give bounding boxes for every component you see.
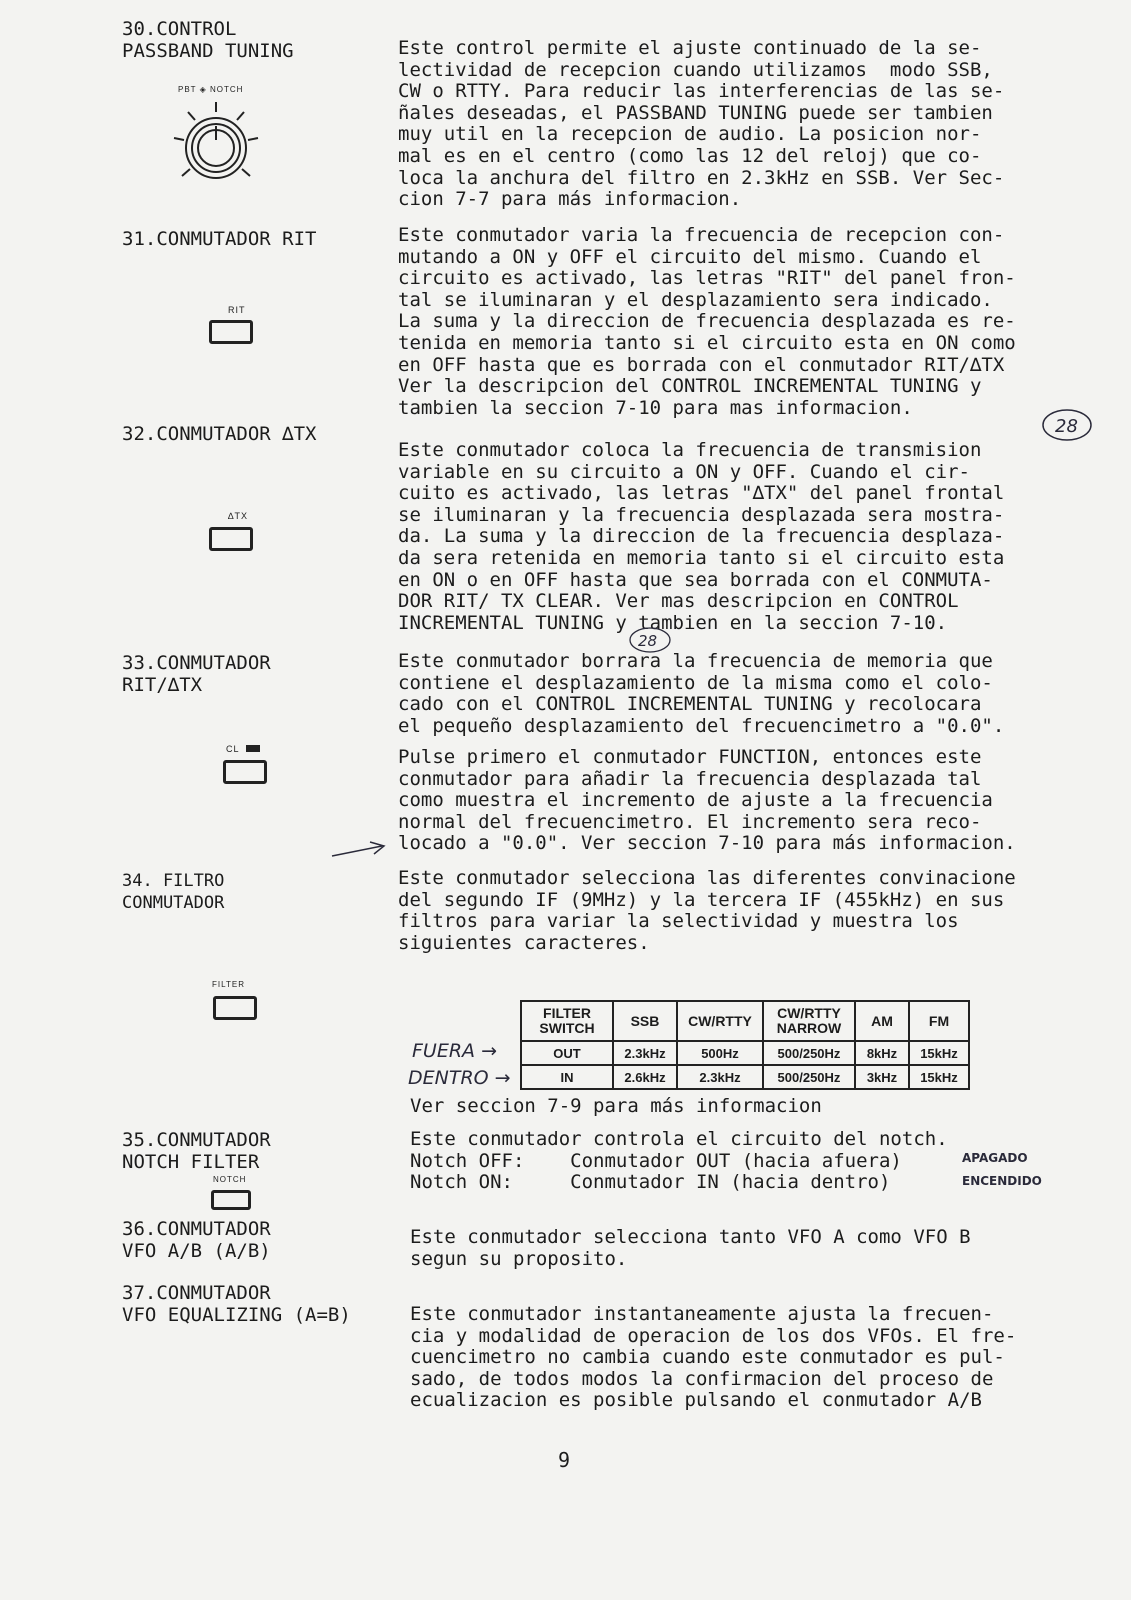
text-line: Este conmutador selecciona las diferentes convinacione	[398, 867, 1016, 889]
text-line: cion 7-7 para más informacion.	[398, 188, 742, 211]
handwritten-fuera: FUERA →	[412, 1040, 497, 1062]
text-line: se iluminaran y la frecuencia desplazada sera mostra-	[398, 503, 1005, 526]
text-line: mal es en el centro (como las 12 del reloj) que co-	[398, 144, 982, 167]
table-header: SSB	[613, 1001, 677, 1041]
table-header: FILTER SWITCH	[521, 1001, 613, 1041]
filter-table-header-row	[521, 1001, 969, 1041]
text-line: DOR RIT/ TX CLEAR. Ver mas descripcion en CONTROL	[398, 590, 959, 613]
cl-label: CL	[226, 744, 240, 754]
table-header: FM	[909, 1001, 969, 1041]
section-37-text	[410, 1304, 1016, 1412]
table-cell: 15kHz	[909, 1041, 969, 1065]
text-line: mutando a ON y OFF el circuito del mismo. Cuando el	[398, 245, 982, 268]
text-line: del segundo IF (9MHz) y la tercera IF (455kHz) en sus	[398, 888, 1005, 911]
table-cell: 500Hz	[677, 1041, 763, 1065]
text-line: cia y modalidad de operacion de los dos VFOs. El fre-	[410, 1324, 1017, 1347]
section-31-text	[398, 225, 1016, 419]
handwritten-note-circle-2	[626, 625, 674, 655]
notch-button-icon	[211, 1190, 251, 1210]
text-line: en OFF hasta que es borrada con el conmutador RIT/∆TX	[398, 353, 1005, 376]
notch-label: NOTCH	[213, 1175, 247, 1184]
text-line: segun su proposito.	[410, 1247, 628, 1270]
rit-button-icon	[209, 320, 253, 344]
table-header: AM	[855, 1001, 909, 1041]
handwritten-dentro: DENTRO →	[408, 1067, 511, 1089]
section-30-text	[398, 38, 1004, 211]
text-line: Este conmutador instantaneamente ajusta la frecuen-	[410, 1303, 994, 1325]
section-32-title: 32.CONMUTADOR ∆TX	[122, 423, 317, 445]
filter-switch-table	[520, 1000, 970, 1090]
text-line: conmutador para añadir la frecuencia desplazada tal	[398, 767, 982, 790]
text-line: ñales deseadas, el PASSBAND TUNING puede ser tambien	[398, 101, 993, 124]
dtx-label: ∆TX	[228, 511, 249, 521]
text-line: variable en su circuito a ON y OFF. Cuando el cir-	[398, 460, 970, 483]
text-line: Este conmutador varia la frecuencia de recepcion con-	[398, 224, 1005, 246]
section-34-text	[398, 868, 1016, 954]
section-36-text	[410, 1227, 971, 1270]
text-line: INCREMENTAL TUNING y tambien en la seccion 7-10.	[398, 611, 948, 634]
text-line: cado con el CONTROL INCREMENTAL TUNING y recolocara	[398, 693, 982, 716]
section-32-text	[398, 440, 1004, 634]
text-line: Este conmutador borrara la frecuencia de memoria que	[398, 650, 993, 672]
table-cell: 3kHz	[855, 1065, 909, 1089]
text-line: Ver la descripcion del CONTROL INCREMENTAL TUNING y	[398, 375, 982, 398]
text-line: sado, de todos modos la confirmacion del proceso de	[410, 1367, 994, 1390]
text-line: Este conmutador controla el circuito del notch.	[410, 1128, 948, 1150]
section-31-title: 31.CONMUTADOR RIT	[122, 228, 317, 250]
text-line: Pulse primero el conmutador FUNCTION, entonces este	[398, 746, 982, 768]
table-row	[521, 1041, 969, 1065]
text-line: Ver seccion 7-9 para más informacion	[410, 1095, 822, 1117]
table-cell: 500/250Hz	[763, 1041, 855, 1065]
passband-tuning-knob-icon	[168, 98, 264, 194]
text-line: ecualizacion es posible pulsando el conmutador A/B	[410, 1389, 982, 1412]
section-33-text-extra	[398, 747, 1016, 855]
section-35-text	[410, 1129, 948, 1194]
table-row	[521, 1065, 969, 1089]
table-cell: 2.3kHz	[677, 1065, 763, 1089]
text-line: normal del frecuencimetro. El incremento sera reco-	[398, 810, 982, 833]
text-line: cuencimetro no cambia cuando este conmutador es pul-	[410, 1346, 1005, 1369]
rit-label: RIT	[228, 305, 246, 315]
text-line: lectividad de recepcion cuando utilizamos modo SSB,	[398, 58, 993, 81]
text-line: tal se iluminaran y el desplazamiento sera indicado.	[398, 288, 993, 311]
text-line: da. La suma y la direccion de la frecuencia desplaza-	[398, 525, 1005, 548]
text-line: Este conmutador coloca la frecuencia de transmision	[398, 439, 982, 461]
text-line: cuito es activado, las letras "∆TX" del panel frontal	[398, 482, 1005, 505]
filter-label: FILTER	[212, 980, 245, 989]
pbt-notch-label: PBT ◈ NOTCH	[178, 85, 244, 94]
text-line: el pequeño desplazamiento del frecuencimetro a "0.0".	[398, 714, 1005, 737]
cl-led-icon	[246, 745, 260, 752]
filter-button-icon	[213, 996, 257, 1020]
section-33-text	[398, 651, 1004, 737]
table-cell: 8kHz	[855, 1041, 909, 1065]
text-line: Este control permite el ajuste continuado de la se-	[398, 37, 982, 59]
page-number: 9	[558, 1448, 571, 1472]
table-cell: 15kHz	[909, 1065, 969, 1089]
text-line: siguientes caracteres.	[398, 931, 650, 954]
table-header: CW/RTTY	[677, 1001, 763, 1041]
handwritten-encendido: ENCENDIDO	[962, 1174, 1042, 1188]
text-line: muy util en la recepcion de audio. La posicion nor-	[398, 123, 982, 146]
text-line: locado a "0.0". Ver seccion 7-10 para más informacion.	[398, 832, 1016, 855]
text-line: tenida en memoria tanto si el circuito esta en ON como	[398, 331, 1016, 354]
filter-see-more	[410, 1096, 822, 1118]
text-line: circuito es activado, las letras "RIT" del panel fron-	[398, 267, 1016, 290]
text-line: como muestra el incremento de ajuste a la frecuencia	[398, 789, 993, 812]
section-35-title: 35.CONMUTADOR NOTCH FILTER	[122, 1129, 271, 1173]
handwritten-28-b: 28	[638, 632, 658, 650]
text-line: Este conmutador selecciona tanto VFO A como VFO B	[410, 1226, 971, 1248]
table-cell: 500/250Hz	[763, 1065, 855, 1089]
handwritten-apagado: APAGADO	[962, 1151, 1028, 1165]
text-line: loca la anchura del filtro en 2.3kHz en SSB. Ver Sec-	[398, 166, 1005, 189]
text-line: filtros para variar la selectividad y muestra los	[398, 910, 959, 933]
table-cell: IN	[521, 1065, 613, 1089]
text-line: Notch ON: Conmutador IN (hacia dentro)	[410, 1171, 891, 1194]
section-34-title: 34. FILTRO CONMUTADOR	[122, 871, 225, 913]
text-line: CW o RTTY. Para reducir las interferencias de las se-	[398, 80, 1005, 103]
text-line: tambien la seccion 7-10 para mas informacion.	[398, 396, 913, 419]
handwritten-28: 28	[1055, 416, 1078, 437]
text-line: Notch OFF: Conmutador OUT (hacia afuera)	[410, 1149, 902, 1172]
section-37-title: 37.CONMUTADOR VFO EQUALIZING (A=B)	[122, 1282, 351, 1326]
section-33-title: 33.CONMUTADOR RIT/∆TX	[122, 652, 271, 696]
handwritten-note-circle	[1040, 406, 1094, 444]
text-line: La suma y la direccion de frecuencia desplazada es re-	[398, 310, 1016, 333]
table-header: CW/RTTY NARROW	[763, 1001, 855, 1041]
text-line: da sera retenida en memoria tanto si el circuito esta	[398, 546, 1005, 569]
text-line: en ON o en OFF hasta que sea borrada con el CONMUTA-	[398, 568, 993, 591]
cl-button-icon	[223, 760, 267, 784]
text-line: contiene el desplazamiento de la misma como el colo-	[398, 671, 993, 694]
handwritten-arrow-icon	[330, 838, 390, 862]
table-cell: OUT	[521, 1041, 613, 1065]
section-30-title: 30.CONTROL PASSBAND TUNING	[122, 18, 294, 62]
table-cell: 2.6kHz	[613, 1065, 677, 1089]
table-cell: 2.3kHz	[613, 1041, 677, 1065]
section-36-title: 36.CONMUTADOR VFO A/B (A/B)	[122, 1218, 271, 1262]
dtx-button-icon	[209, 527, 253, 551]
